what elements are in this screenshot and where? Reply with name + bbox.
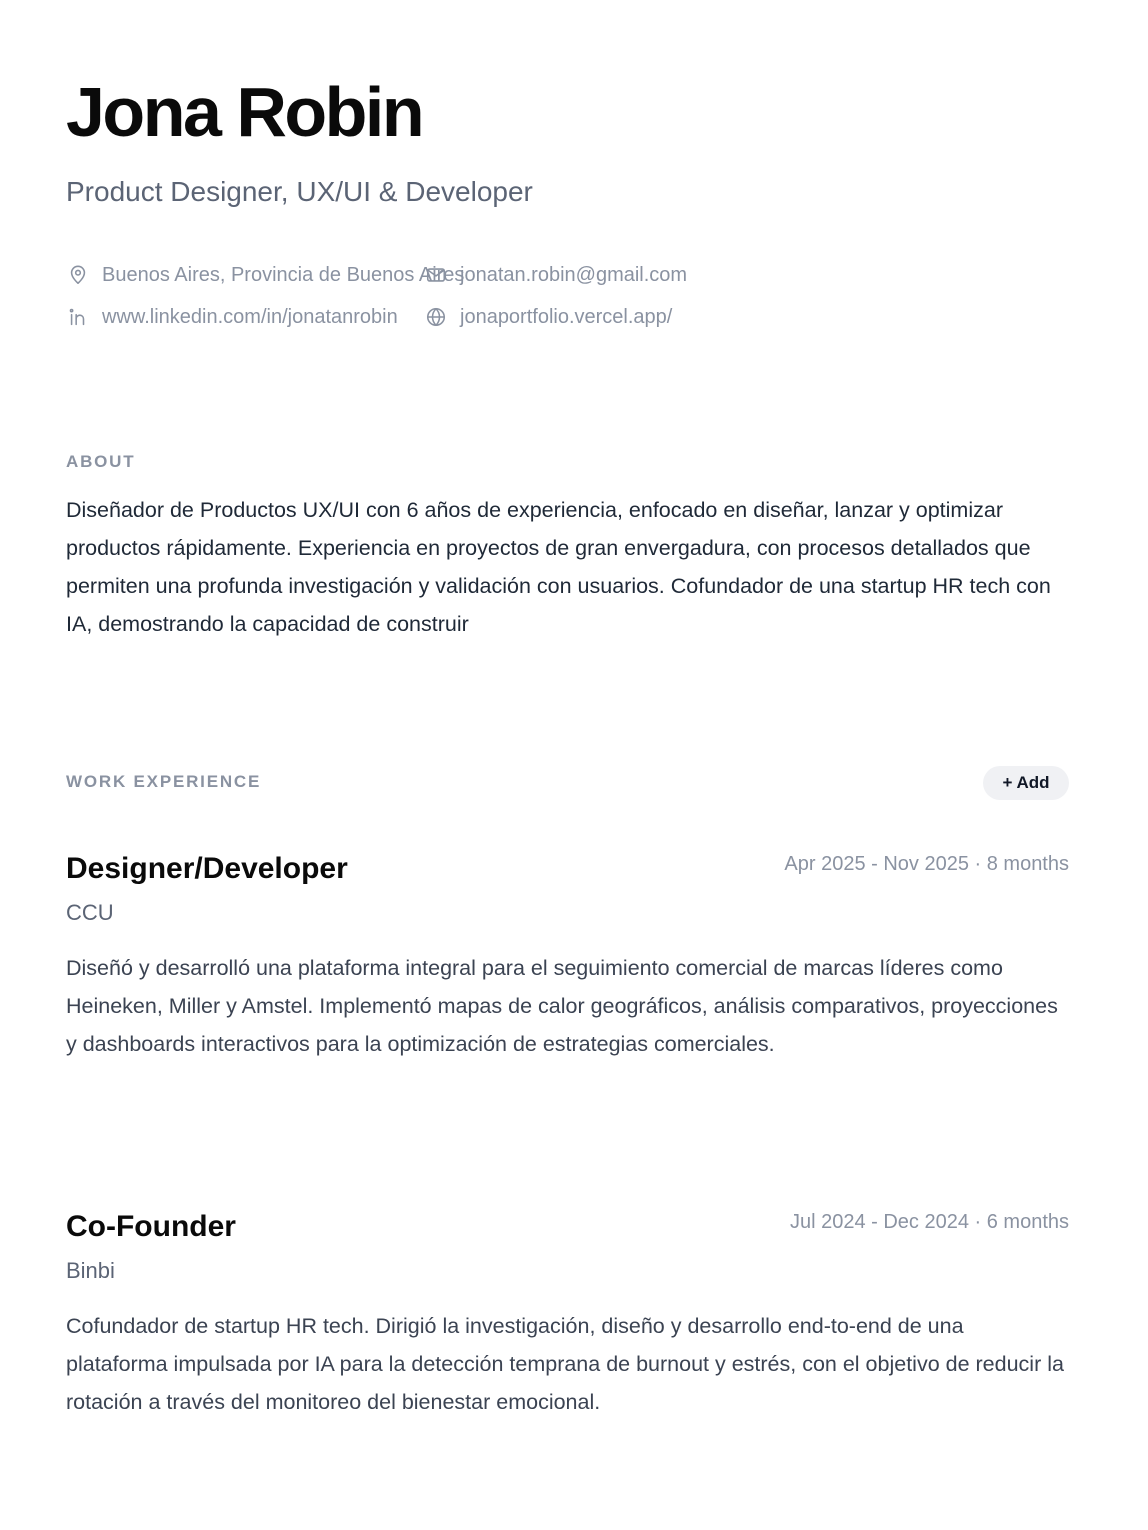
email-link[interactable]: jonatan.robin@gmail.com [460,263,688,286]
job-dates: Jul 2024 - Dec 2024 · 6 months [789,1211,1069,1233]
profile-name: Jona Robin [66,73,423,151]
linkedin-icon [66,305,90,329]
work-experience-heading: WORK EXPERIENCE [66,772,262,791]
job-dates: Apr 2025 - Nov 2025 · 8 months [784,853,1069,875]
add-experience-button[interactable]: + Add [983,766,1069,800]
about-text: Diseñador de Productos UX/UI con 6 años de experiencia, enfocado en diseñar, lanzar y optimizar productos rápidamente. Experiencia en proyectos de gran envergadura, con procesos detallados que permiten una profunda investigación y validación con usuarios. Cofundador de una startup HR tech con IA, demostrando la capacidad de construir [66,498,1051,636]
job-description: Diseñó y desarrolló una plataforma integral para el seguimiento comercial de marcas líderes como Heineken, Miller y Amstel. Implementó mapas de calor geográficos, análisis comparativos, proyecciones y dashboards interactivos para la optimización de estrategias comerciales. [66,956,1058,1056]
linkedin-link[interactable]: www.linkedin.com/in/jonatanrobin [102,305,398,328]
contact-linkedin[interactable] [66,300,398,334]
job-title: Co-Founder [66,1210,236,1243]
mail-icon [424,263,448,287]
website-link[interactable]: jonaportfolio.vercel.app/ [460,305,673,328]
contact-list [66,258,786,338]
job-title: Designer/Developer [66,852,348,885]
location-text: Buenos Aires, Provincia de Buenos Aires [102,263,465,286]
job-company: Binbi [66,1258,115,1283]
contact-location [66,258,465,292]
profile-headline: Product Designer, UX/UI & Developer [66,176,533,207]
about-heading: ABOUT [66,452,136,471]
job-company: CCU [66,900,114,925]
contact-website[interactable] [424,300,672,334]
job-description: Cofundador de startup HR tech. Dirigió la investigación, diseño y desarrollo end-to-end de una plataforma impulsada por IA para la detección temprana de burnout y estrés, con el objetivo de reducir la rotación a través del monitoreo del bienestar emocional. [66,1314,1064,1414]
contact-email[interactable] [424,258,687,292]
map-pin-icon [66,263,90,287]
globe-icon [424,305,448,329]
